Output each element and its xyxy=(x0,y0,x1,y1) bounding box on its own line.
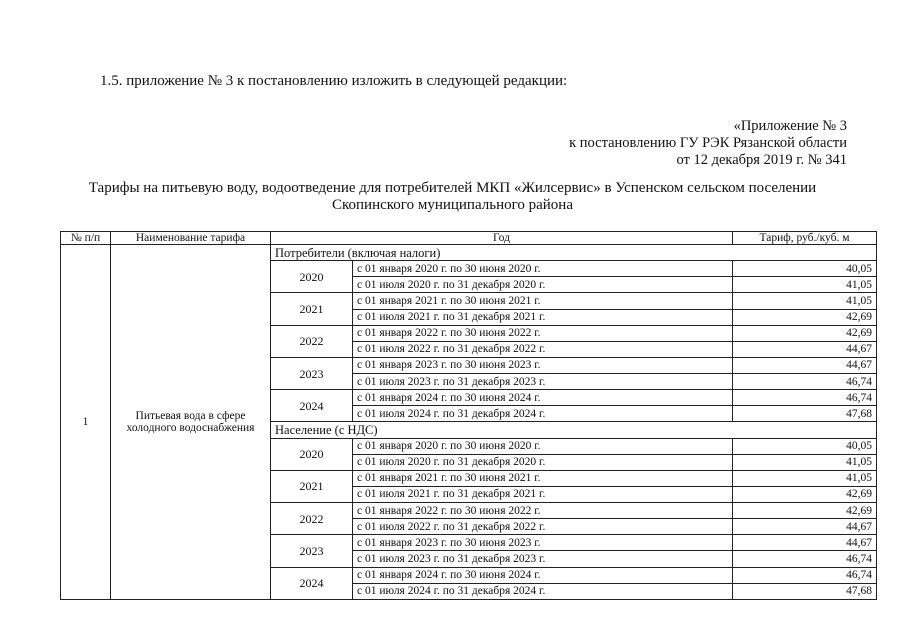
amendment-intro: 1.5. приложение № 3 к постановлению изложить в следующей редакции: xyxy=(100,73,568,89)
period-cell: с 01 июля 2021 г. по 31 декабря 2021 г. xyxy=(353,309,733,325)
section-label: Население (с НДС) xyxy=(271,422,877,438)
tariff-value-cell: 46,74 xyxy=(733,551,877,567)
tariff-value-cell: 41,05 xyxy=(733,293,877,309)
period-cell: с 01 января 2024 г. по 30 июня 2024 г. xyxy=(353,390,733,406)
col-header-tariff: Тариф, руб./куб. м xyxy=(733,232,877,245)
col-header-tariff-name: Наименование тарифа xyxy=(111,232,271,245)
tariff-value-cell: 47,68 xyxy=(733,406,877,422)
period-cell: с 01 июля 2021 г. по 31 декабря 2021 г. xyxy=(353,486,733,502)
document-title: Тарифы на питьевую воду, водоотведение для потребителей МКП «Жилсервис» в Успенском сельском поселении xyxy=(88,180,817,196)
period-cell: с 01 января 2021 г. по 30 июня 2021 г. xyxy=(353,470,733,486)
tariff-value-cell: 41,05 xyxy=(733,470,877,486)
tariff-value-cell: 42,69 xyxy=(733,309,877,325)
tariff-value-cell: 44,67 xyxy=(733,357,877,373)
period-cell: с 01 января 2023 г. по 30 июня 2023 г. xyxy=(353,535,733,551)
year-cell: 2024 xyxy=(271,567,353,600)
period-cell: с 01 июля 2024 г. по 31 декабря 2024 г. xyxy=(353,583,733,599)
tariff-value-cell: 47,68 xyxy=(733,583,877,599)
period-cell: с 01 июля 2020 г. по 31 декабря 2020 г. xyxy=(353,277,733,293)
period-cell: с 01 января 2021 г. по 30 июня 2021 г. xyxy=(353,293,733,309)
period-cell: с 01 июля 2023 г. по 31 декабря 2023 г. xyxy=(353,374,733,390)
year-cell: 2020 xyxy=(271,261,353,293)
year-cell: 2022 xyxy=(271,325,353,357)
appendix-number: «Приложение № 3 xyxy=(733,118,847,134)
appendix-date: от 12 декабря 2019 г. № 341 xyxy=(676,152,847,168)
period-cell: с 01 января 2020 г. по 30 июня 2020 г. xyxy=(353,438,733,454)
section-row xyxy=(61,245,877,261)
period-cell: с 01 января 2024 г. по 30 июня 2024 г. xyxy=(353,567,733,583)
period-cell: с 01 января 2023 г. по 30 июня 2023 г. xyxy=(353,357,733,373)
period-cell: с 01 июля 2024 г. по 31 декабря 2024 г. xyxy=(353,406,733,422)
year-cell: 2024 xyxy=(271,390,353,422)
year-cell: 2020 xyxy=(271,438,353,470)
period-cell: с 01 июля 2022 г. по 31 декабря 2022 г. xyxy=(353,341,733,357)
document-title-line2: Скопинского муниципального района xyxy=(332,197,573,213)
tariff-value-cell: 41,05 xyxy=(733,454,877,470)
period-cell: с 01 января 2022 г. по 30 июня 2022 г. xyxy=(353,503,733,519)
year-cell: 2023 xyxy=(271,535,353,567)
tariff-value-cell: 46,74 xyxy=(733,374,877,390)
tariff-value-cell: 44,67 xyxy=(733,341,877,357)
tariff-value-cell: 40,05 xyxy=(733,261,877,277)
tariff-name-cell: Питьевая вода в сфере холодного водоснабжения xyxy=(111,245,271,600)
period-cell: с 01 июля 2023 г. по 31 декабря 2023 г. xyxy=(353,551,733,567)
tariff-value-cell: 41,05 xyxy=(733,277,877,293)
period-cell: с 01 июля 2020 г. по 31 декабря 2020 г. xyxy=(353,454,733,470)
tariff-value-cell: 46,74 xyxy=(733,567,877,583)
row-number-cell: 1 xyxy=(61,245,111,600)
section-label: Потребители (включая налоги) xyxy=(271,245,877,261)
period-cell: с 01 января 2020 г. по 30 июня 2020 г. xyxy=(353,261,733,277)
tariff-value-cell: 46,74 xyxy=(733,390,877,406)
col-header-number: № п/п xyxy=(61,232,111,245)
year-cell: 2023 xyxy=(271,357,353,389)
tariff-value-cell: 44,67 xyxy=(733,519,877,535)
col-header-year: Год xyxy=(271,232,733,245)
year-cell: 2021 xyxy=(271,470,353,502)
tariff-table xyxy=(60,231,877,600)
table-header-row xyxy=(61,232,877,245)
period-cell: с 01 января 2022 г. по 30 июня 2022 г. xyxy=(353,325,733,341)
tariff-value-cell: 44,67 xyxy=(733,535,877,551)
tariff-value-cell: 40,05 xyxy=(733,438,877,454)
tariff-value-cell: 42,69 xyxy=(733,486,877,502)
year-cell: 2022 xyxy=(271,503,353,535)
year-cell: 2021 xyxy=(271,293,353,325)
tariff-value-cell: 42,69 xyxy=(733,325,877,341)
appendix-resolution: к постановлению ГУ РЭК Рязанской области xyxy=(569,135,847,151)
tariff-value-cell: 42,69 xyxy=(733,503,877,519)
period-cell: с 01 июля 2022 г. по 31 декабря 2022 г. xyxy=(353,519,733,535)
